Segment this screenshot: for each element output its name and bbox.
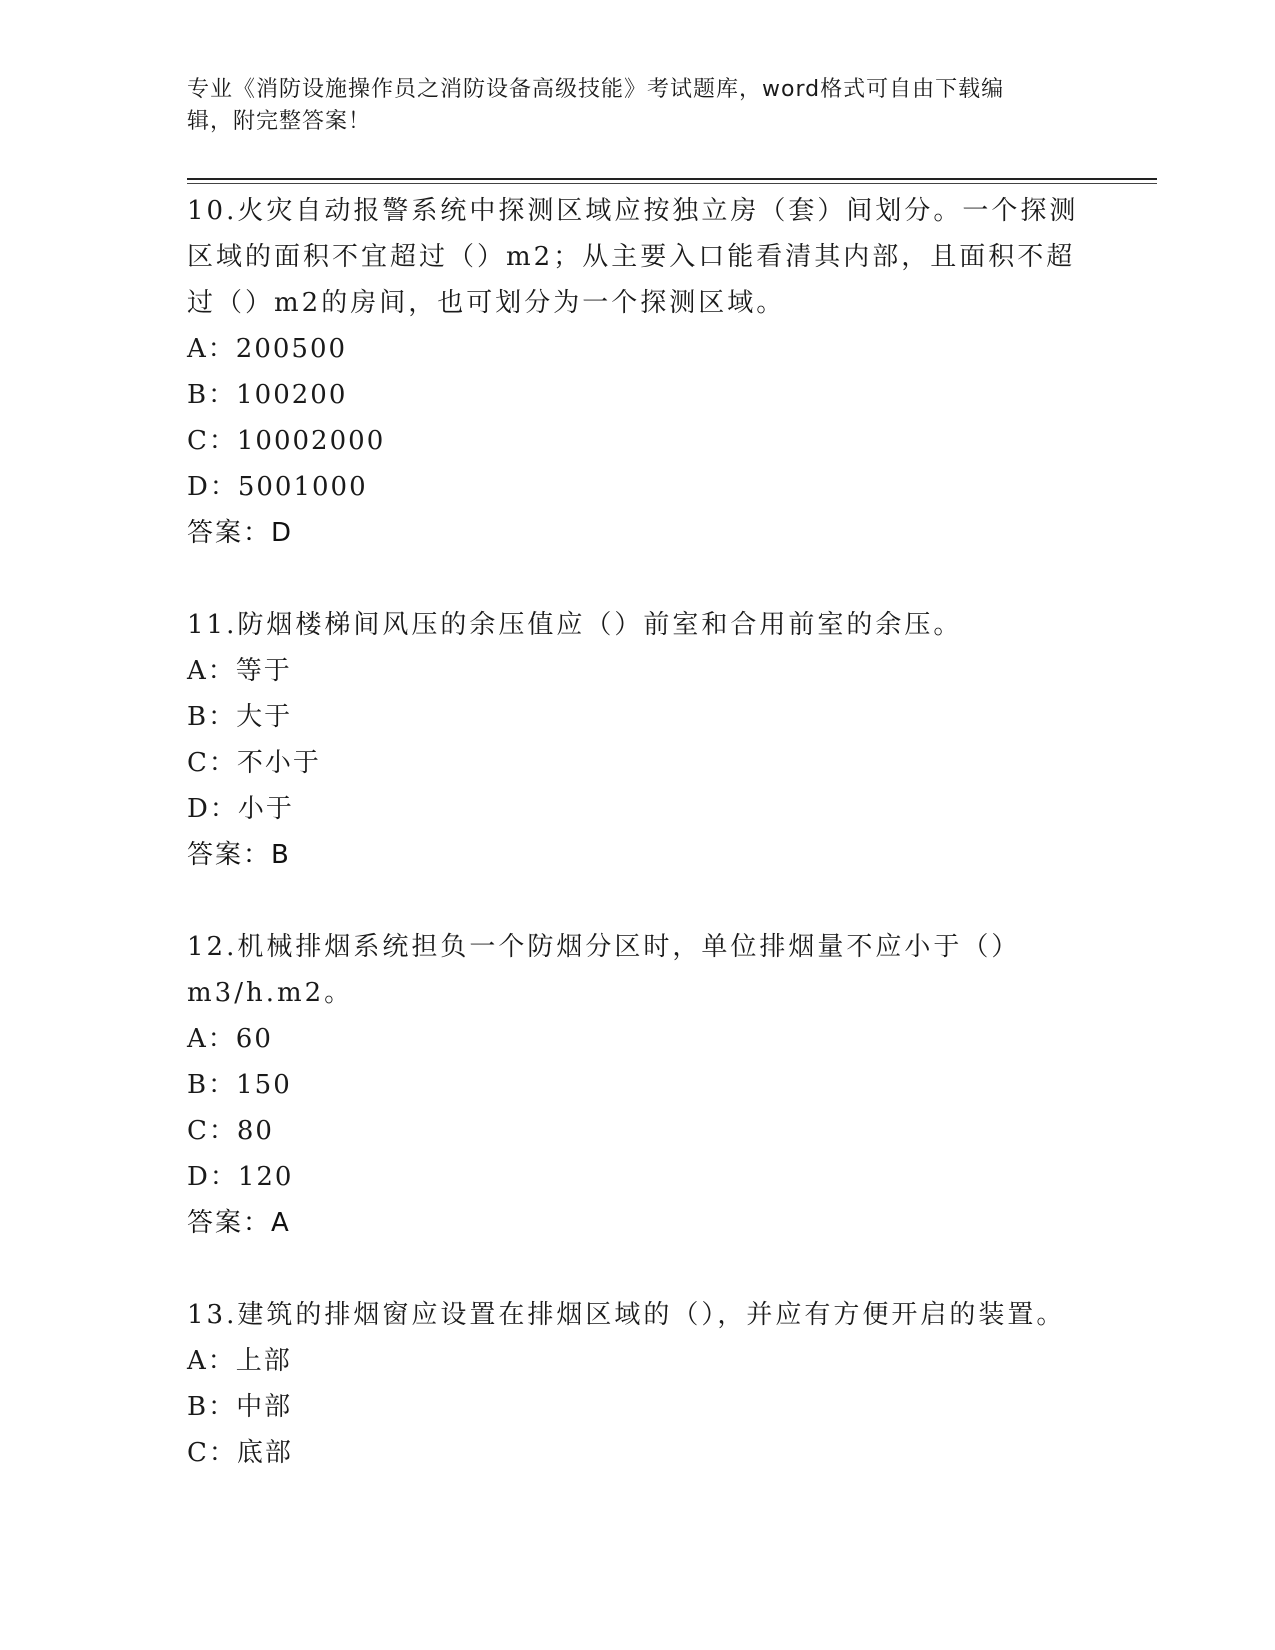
question-spacer bbox=[187, 1246, 1087, 1292]
question-10 bbox=[187, 188, 1087, 556]
answer-label: 答案：B bbox=[187, 840, 291, 870]
answer-label: 答案：A bbox=[187, 1208, 291, 1238]
header-rule-thick bbox=[187, 178, 1157, 180]
question-list bbox=[187, 188, 1087, 1476]
answer-label: 答案：D bbox=[187, 518, 294, 548]
option-b: B：中部 bbox=[187, 1392, 293, 1422]
option-d: D：5001000 bbox=[187, 472, 368, 502]
option-c: C：10002000 bbox=[187, 426, 386, 456]
option-d: D：120 bbox=[187, 1162, 294, 1192]
option-b: B：150 bbox=[187, 1070, 292, 1100]
option-d: D：小于 bbox=[187, 794, 294, 824]
option-c: C：不小于 bbox=[187, 748, 321, 778]
question-12 bbox=[187, 924, 1087, 1246]
header-rule-thin bbox=[187, 183, 1157, 184]
question-stem: 10.火灾自动报警系统中探测区域应按独立房（套）间划分。一个探测 区域的面积不宜超过（）m2；从主要入口能看清其内部，且面积不超 过（）m2的房间，也可划分为一个探测区域。 bbox=[187, 196, 1079, 318]
option-a: A：60 bbox=[187, 1024, 273, 1054]
question-spacer bbox=[187, 556, 1087, 602]
question-13 bbox=[187, 1292, 1087, 1476]
question-spacer bbox=[187, 878, 1087, 924]
option-c: C：80 bbox=[187, 1116, 274, 1146]
option-a: A：等于 bbox=[187, 656, 292, 686]
option-b: B：大于 bbox=[187, 702, 293, 732]
option-a: A：上部 bbox=[187, 1346, 292, 1376]
option-c: C：底部 bbox=[187, 1438, 293, 1468]
question-stem: 12.机械排烟系统担负一个防烟分区时，单位排烟量不应小于（） m3/h.m2。 bbox=[187, 932, 1021, 1008]
question-stem: 11.防烟楼梯间风压的余压值应（）前室和合用前室的余压。 bbox=[187, 610, 963, 640]
option-b: B：100200 bbox=[187, 380, 348, 410]
document-header: 专业《消防设施操作员之消防设备高级技能》考试题库，word格式可自由下载编 辑，附完整答案！ bbox=[187, 77, 1005, 134]
question-11 bbox=[187, 602, 1087, 878]
question-stem: 13.建筑的排烟窗应设置在排烟区域的（），并应有方便开启的装置。 bbox=[187, 1300, 1066, 1330]
option-a: A：200500 bbox=[187, 334, 348, 364]
